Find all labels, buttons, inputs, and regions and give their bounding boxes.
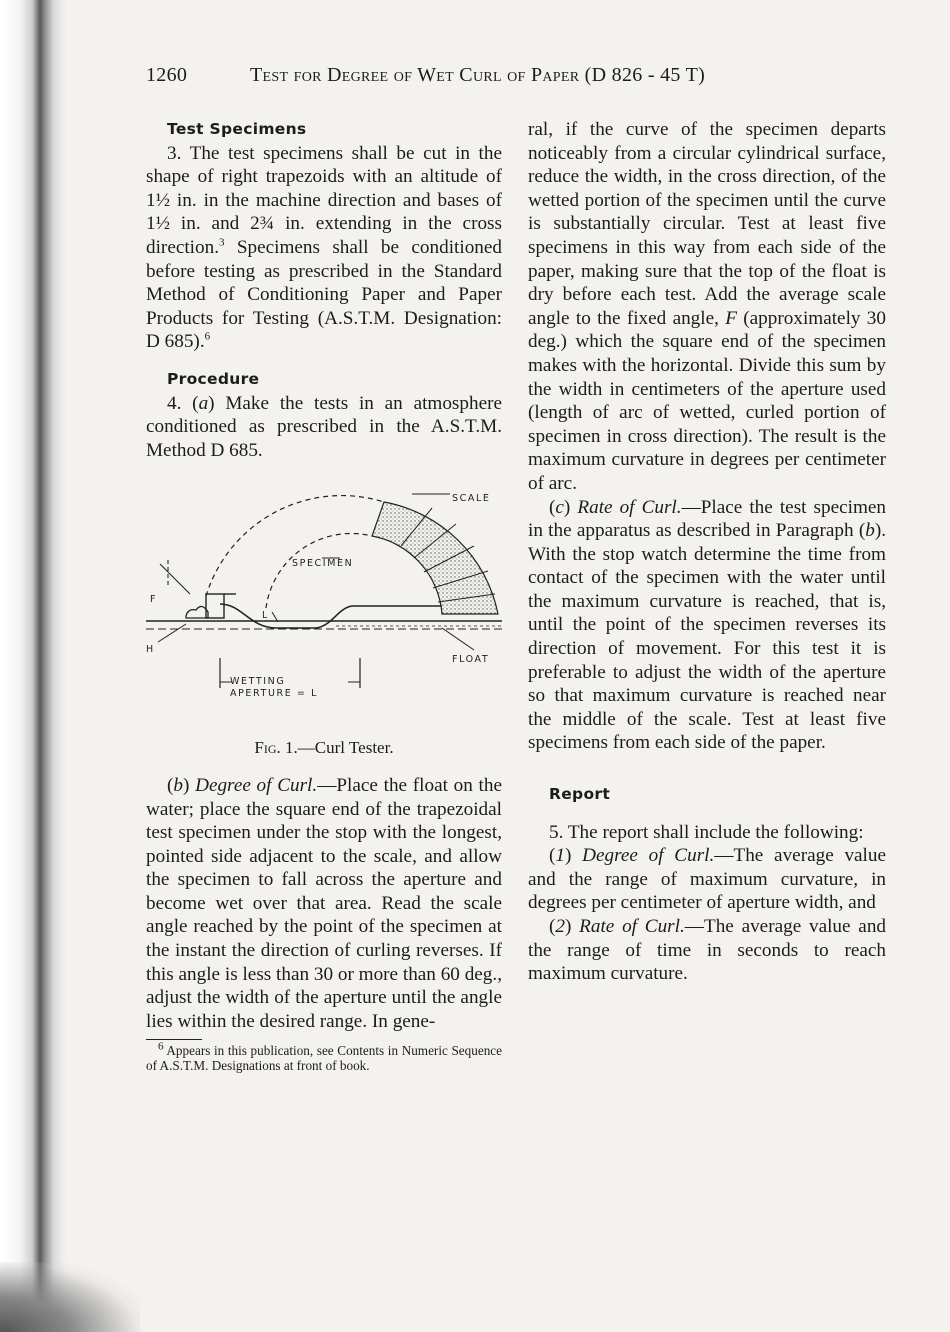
report-item-1-text: —The average value and the range of maximum curvature, in degrees per centimeter of aperture width, and (528, 845, 887, 914)
report-item-2: (2) Rate of Curl.—The average value and the range of time in seconds to reach maximum curvature. (528, 916, 887, 985)
footnote-rule (146, 1039, 202, 1040)
caption-prefix: Fig. 1. (254, 738, 298, 758)
running-title: Test for Degree of Wet Curl of Paper (D 826 - 45 T) (250, 64, 706, 86)
section-heading-procedure: Procedure (167, 369, 260, 388)
paragraph-3-text-a: 3. The test specimens shall be cut in the shape of right trapezoids with an altitude of 1½ in. in the machine direction and bases of 1½ in. and 2¾ in. extending in the cross direction. (146, 142, 502, 258)
scale-band (372, 502, 498, 614)
label-wetting: WETTING (230, 676, 286, 688)
label-float: FLOAT (452, 654, 490, 666)
footnote-6 (146, 1043, 502, 1073)
footnote-mark: 6 (158, 1041, 164, 1054)
section-heading-test-specimens: Test Specimens (167, 120, 307, 138)
paragraph-4b (146, 774, 502, 1034)
curl-tester-diagram (146, 476, 502, 732)
paragraph-4b-open: ( (167, 774, 174, 796)
paragraph-4b-cont-f: F (725, 307, 737, 329)
caption-text: —Curl Tester. (297, 738, 394, 758)
paragraph-4a-text: ) Make the tests in an atmosphere conditioned as prescribed in the A.S.T.M. Method D 685. (146, 392, 503, 461)
label-h: H (146, 644, 155, 656)
paragraph-4c-text-b: ). With the stop watch determine the time from contact of the specimen with the water until the maximum curvature is reached, that is, until the point of the specimen reverses its direction of movement. For this test it is preferable to adjust the width of the aperture so that maximum curvature is reached near the middle of the scale. Test at least five specimens from each side of the paper. (528, 520, 886, 754)
report-item-2-text: —The average value and the range of time in seconds to reach maximum curvature. (528, 916, 887, 985)
figure-curl-tester (146, 476, 502, 732)
paragraph-4c-text-a: —Place the test specimen in the apparatus as described in Paragraph ( (528, 496, 887, 542)
report-item-1-title: Degree of Curl. (582, 845, 715, 867)
paragraph-4c (528, 496, 886, 756)
label-l: L (262, 610, 269, 622)
paragraph-4b-continued (528, 118, 886, 496)
page-number: 1260 (146, 64, 188, 86)
label-f: F (150, 594, 158, 606)
footnote-ref-6: 6 (204, 330, 211, 343)
left-column (146, 118, 502, 1073)
report-item-1: (1) Degree of Curl.—The average value and the range of maximum curvature, in degrees per centimeter of aperture width, and (528, 845, 887, 914)
paragraph-4b-letter: b (173, 774, 183, 796)
report-item-1-number: 1 (555, 845, 565, 867)
page-corner-shadow (0, 1262, 140, 1332)
footnote-text: Appears in this publication, see Contents in Numeric Sequence of A.S.T.M. Designations at front of book. (146, 1043, 502, 1074)
specimen-curve (220, 604, 442, 628)
paragraph-4b-close: ) (182, 774, 196, 796)
paragraph-4c-open: ( (549, 496, 556, 518)
right-column (528, 118, 886, 986)
paragraph-3 (146, 142, 502, 354)
report-item-2-number: 2 (555, 916, 565, 937)
float-left-blob (186, 607, 208, 619)
paragraph-4b-text: —Place the float on the water; place the square end of the trapezoidal test specimen under the stop with the longest, pointed side adjacent to the scale, and allow the specimen to fall across the aperture and become wet over that area. Read the scale angle reached by the point of the specimen at the instant the direction of curling reverses. If this angle is less than 30 or more than 60 deg., adjust the width of the aperture until the angle lies within the desired range. In gene- (146, 774, 502, 1032)
stop-block (206, 594, 224, 618)
page-binding-shadow (0, 0, 66, 1332)
paragraph-4a (146, 392, 502, 463)
paragraph-5: 5. The report shall include the following: (549, 821, 864, 843)
paragraph-4c-title: Rate of Curl. (577, 496, 682, 518)
paragraph-4b-cont-text-a: ral, if the curve of the specimen departs noticeably from a circular cylindrical surface, reduce the width, in the cross direction, of the wetted portion of the specimen until the curve is substantially circular. Test at least five specimens in this way from each side of the paper, making sure that the top of the float is dry before each test. Add the average scale angle to the fixed angle, (528, 119, 886, 329)
section-heading-report: Report (549, 785, 611, 804)
paragraph-4b-cont-text-b: (approximately 30 deg.) which the square end of the specimen makes with the horizontal. Divide this sum by the width in centimeters of the aperture used (length of arc of wetted, curled portion of specimen in cross direction). The result is the maximum curvature in degrees per centimeter of arc. (528, 307, 886, 494)
figure-caption (146, 736, 502, 760)
label-specimen: SPECIMEN (292, 558, 354, 570)
outer-dashed-arc (206, 496, 384, 596)
footnote-ref-3: 3 (219, 236, 225, 249)
paragraph-4a-letter: a (198, 392, 209, 414)
running-header (146, 64, 806, 94)
paragraph-4a-number: 4. ( (167, 392, 199, 414)
report-item-2-title: Rate of Curl. (579, 916, 685, 937)
paragraph-4c-letter: c (555, 496, 564, 518)
paragraph-3-text-b: Specimens shall be conditioned before testing as prescribed in the Standard Method of Conditioning Paper and Paper Products for Testing (A.S.T.M. Designation: D 685). (146, 236, 502, 353)
paragraph-4c-ref: b (865, 520, 875, 542)
paragraph-4b-title: Degree of Curl. (195, 774, 318, 796)
label-scale: SCALE (452, 493, 491, 505)
paragraph-4c-close: ) (563, 496, 578, 518)
label-aperture: APERTURE = L (230, 688, 318, 700)
